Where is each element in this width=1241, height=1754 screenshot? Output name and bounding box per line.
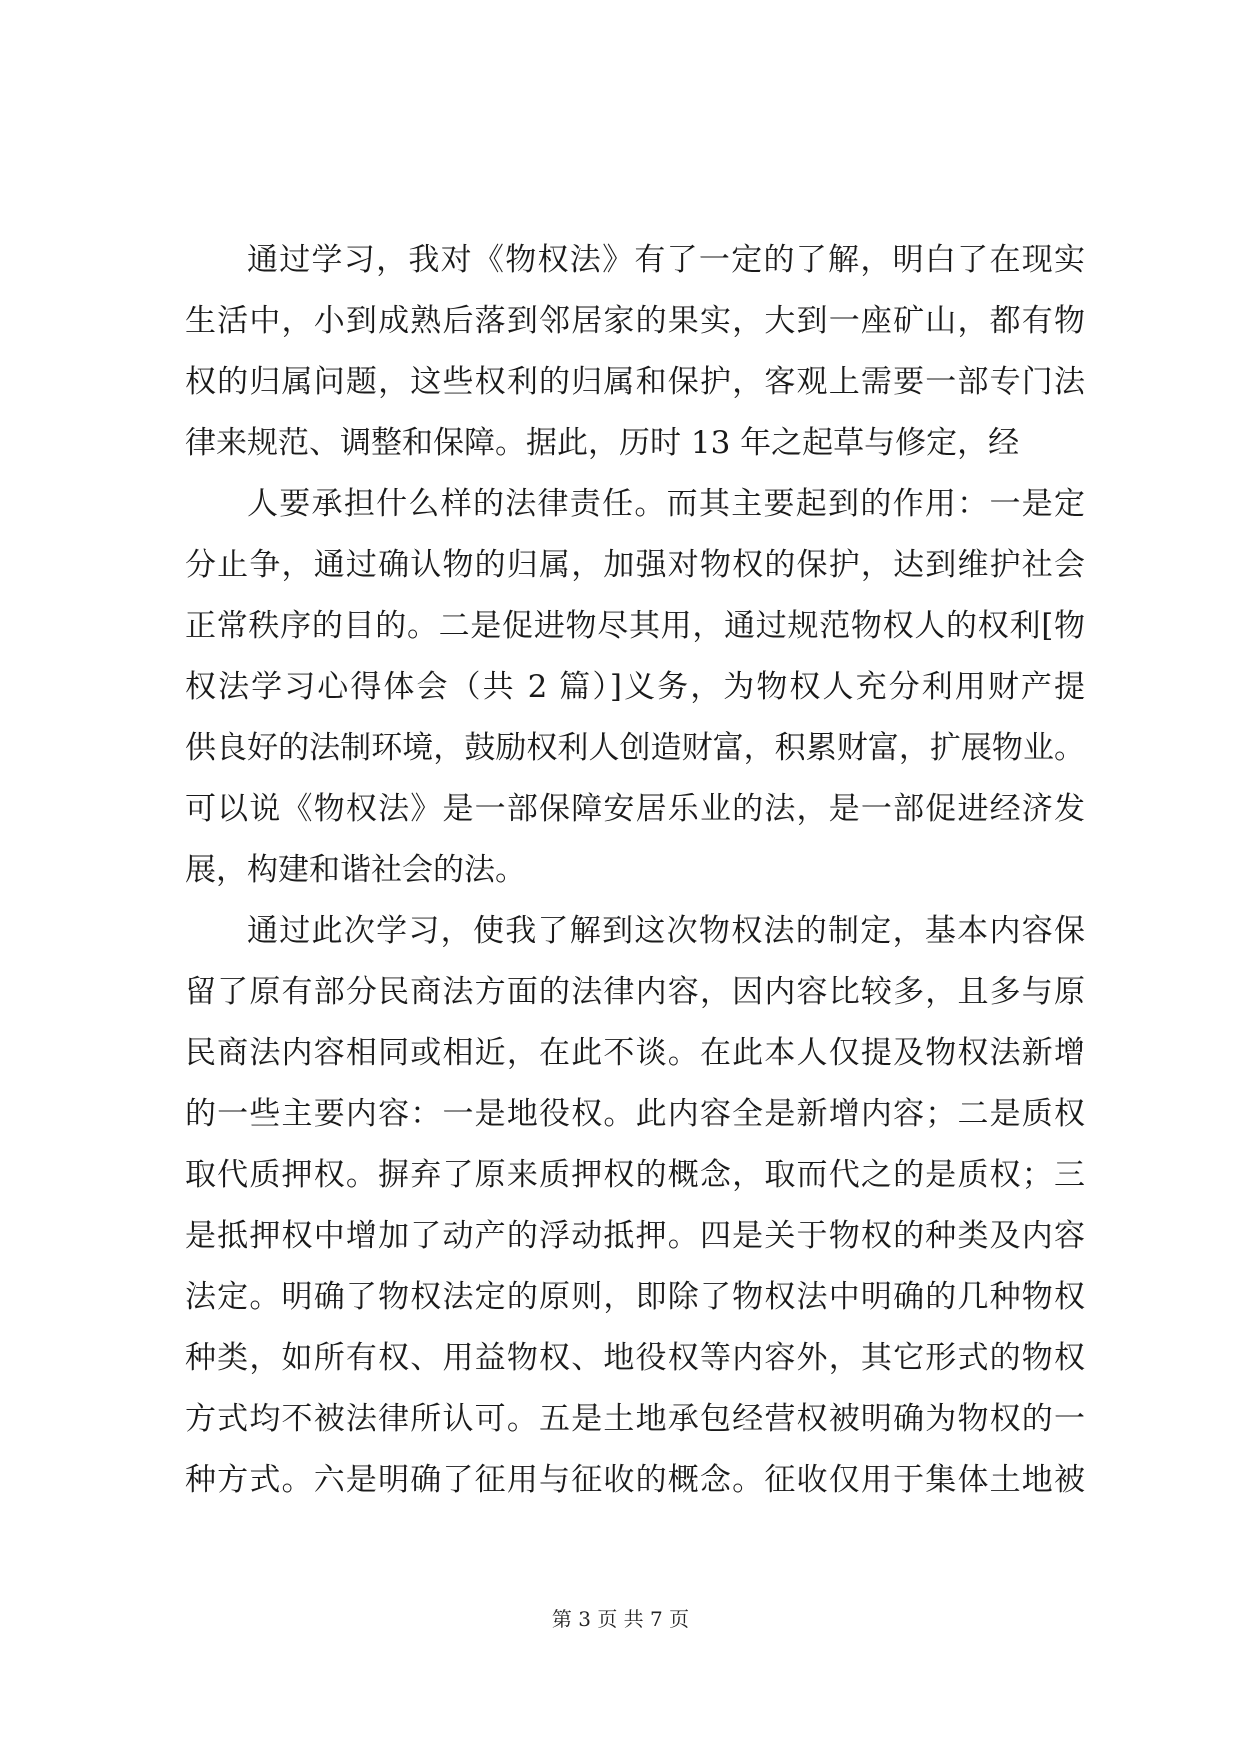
paragraph-1-line-1: 通过学习，我对《物权法》有了一定的了解，明白了在现实 [247, 242, 1085, 278]
paragraph-3-line-5: 取代质押权。摒弃了原来质押权的概念，取而代之的是质权；三 [185, 1157, 1085, 1193]
paragraph-3-line-3: 民商法内容相同或相近，在此不谈。在此本人仅提及物权法新增 [185, 1035, 1085, 1071]
paragraph-1-line-4: 律来规范、调整和保障。据此，历时 13 年之起草与修定，经 [185, 425, 1020, 461]
paragraph-1-line-3: 权的归属问题，这些权利的归属和保护，客观上需要一部专门法 [185, 364, 1085, 400]
paragraph-2-line-7: 展，构建和谐社会的法。 [185, 852, 526, 888]
paragraph-2-line-3: 正常秩序的目的。二是促进物尽其用，通过规范物权人的权利[物 [185, 608, 1085, 644]
paragraph-2-line-5: 供良好的法制环境，鼓励权利人创造财富，积累财富，扩展物业。 [185, 730, 1085, 766]
document-body [185, 230, 1085, 1511]
paragraph-3-line-10: 种方式。六是明确了征用与征收的概念。征收仅用于集体土地被 [185, 1462, 1085, 1498]
paragraph-2-line-4: 权法学习心得体会（共 2 篇）]义务，为物权人充分利用财产提 [185, 669, 1085, 705]
paragraph-2-line-6: 可以说《物权法》是一部保障安居乐业的法，是一部促进经济发 [185, 791, 1085, 827]
paragraph-3-line-7: 法定。明确了物权法定的原则，即除了物权法中明确的几种物权 [185, 1279, 1085, 1315]
paragraph-3-line-6: 是抵押权中增加了动产的浮动抵押。四是关于物权的种类及内容 [185, 1218, 1085, 1254]
paragraph-3-line-2: 留了原有部分民商法方面的法律内容，因内容比较多，且多与原 [185, 974, 1085, 1010]
paragraph-2-line-2: 分止争，通过确认物的归属，加强对物权的保护，达到维护社会 [185, 547, 1085, 583]
paragraph-3-line-1: 通过此次学习，使我了解到这次物权法的制定，基本内容保 [247, 913, 1085, 949]
paragraph-3-line-8: 种类，如所有权、用益物权、地役权等内容外，其它形式的物权 [185, 1340, 1085, 1376]
page-number-footer: 第 3 页 共 7 页 [551, 1607, 690, 1631]
paragraph-3-line-4: 的一些主要内容：一是地役权。此内容全是新增内容；二是质权 [185, 1096, 1085, 1132]
paragraph-2-line-1: 人要承担什么样的法律责任。而其主要起到的作用：一是定 [247, 486, 1085, 522]
paragraph-1-line-2: 生活中，小到成熟后落到邻居家的果实，大到一座矿山，都有物 [185, 303, 1085, 339]
paragraph-3-line-9: 方式均不被法律所认可。五是土地承包经营权被明确为物权的一 [185, 1401, 1085, 1437]
